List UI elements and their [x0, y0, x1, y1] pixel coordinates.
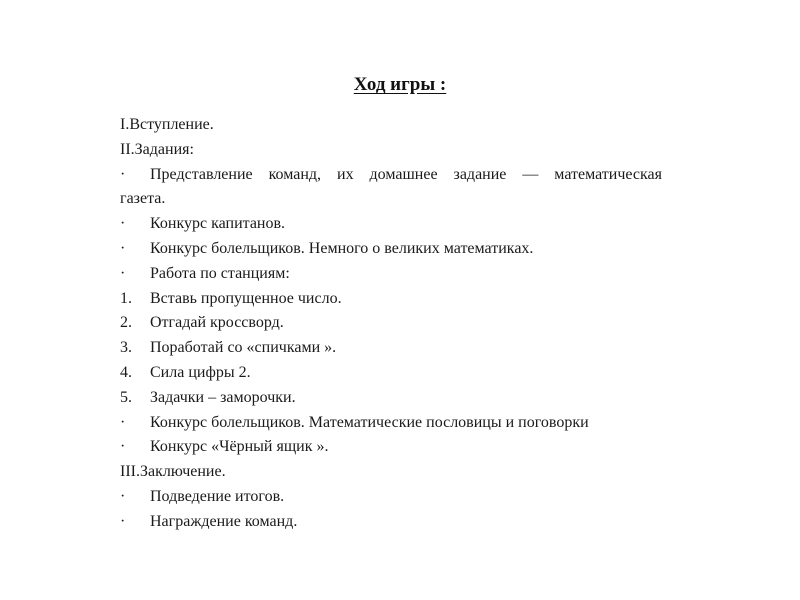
- list-item-text: Поработай со «спичками ».: [150, 339, 337, 357]
- page-title: Ход игры :: [353, 74, 447, 95]
- number-marker: 1.: [120, 289, 132, 307]
- list-item-text: Задачки – заморочки.: [150, 388, 296, 406]
- bullet-marker: ·: [120, 264, 126, 282]
- list-item-text: Подведение итогов.: [150, 487, 285, 505]
- number-marker: 3.: [120, 339, 132, 357]
- list-item-text: Конкурс болельщиков. Немного о великих математиках.: [150, 239, 534, 257]
- list-item-text: Награждение команд.: [150, 512, 298, 530]
- bullet-marker: ·: [120, 487, 126, 505]
- list-item-text: Конкурс болельщиков. Математические пословицы и поговорки: [150, 413, 589, 431]
- list-item-continuation: газета.: [120, 190, 166, 208]
- list-item: [120, 411, 662, 436]
- list-item: [120, 485, 662, 510]
- list-item: [120, 336, 662, 361]
- list-item: [120, 262, 662, 287]
- list-item: [120, 510, 662, 535]
- list-item: [120, 113, 662, 138]
- list-item: [120, 138, 662, 163]
- list-item: [120, 212, 662, 237]
- bullet-marker: ·: [120, 438, 126, 456]
- list-item: [120, 361, 662, 386]
- outline-list: [0, 98, 800, 535]
- bullet-marker: ·: [120, 413, 126, 431]
- number-marker: 5.: [120, 388, 132, 406]
- bullet-marker: ·: [120, 512, 126, 530]
- list-item: [120, 435, 662, 460]
- list-item-text: Сила цифры 2.: [150, 363, 251, 381]
- number-marker: 4.: [120, 363, 132, 381]
- list-item-text: Конкурс капитанов.: [150, 215, 286, 233]
- bullet-marker: ·: [120, 239, 126, 257]
- list-item: [120, 163, 662, 188]
- list-item-text: Работа по станциям:: [150, 264, 290, 282]
- number-marker: 2.: [120, 314, 132, 332]
- list-item-text: Отгадай кроссворд.: [150, 314, 284, 332]
- bullet-marker: ·: [120, 215, 126, 233]
- list-item-text: Вставь пропущенное число.: [150, 289, 342, 307]
- bullet-marker: ·: [120, 165, 126, 183]
- list-item: [120, 311, 662, 336]
- list-item: [120, 460, 662, 485]
- list-item-text: II.Задания:: [120, 140, 194, 158]
- list-item-text: Конкурс «Чёрный ящик ».: [150, 438, 329, 456]
- list-item: [120, 386, 662, 411]
- list-item: [120, 237, 662, 262]
- list-item-text: I.Вступление.: [120, 116, 214, 133]
- list-item-text: III.Заключение.: [120, 463, 226, 481]
- list-item-text: Представление команд, их домашнее задание — математическая: [150, 165, 662, 183]
- list-item: [120, 287, 662, 312]
